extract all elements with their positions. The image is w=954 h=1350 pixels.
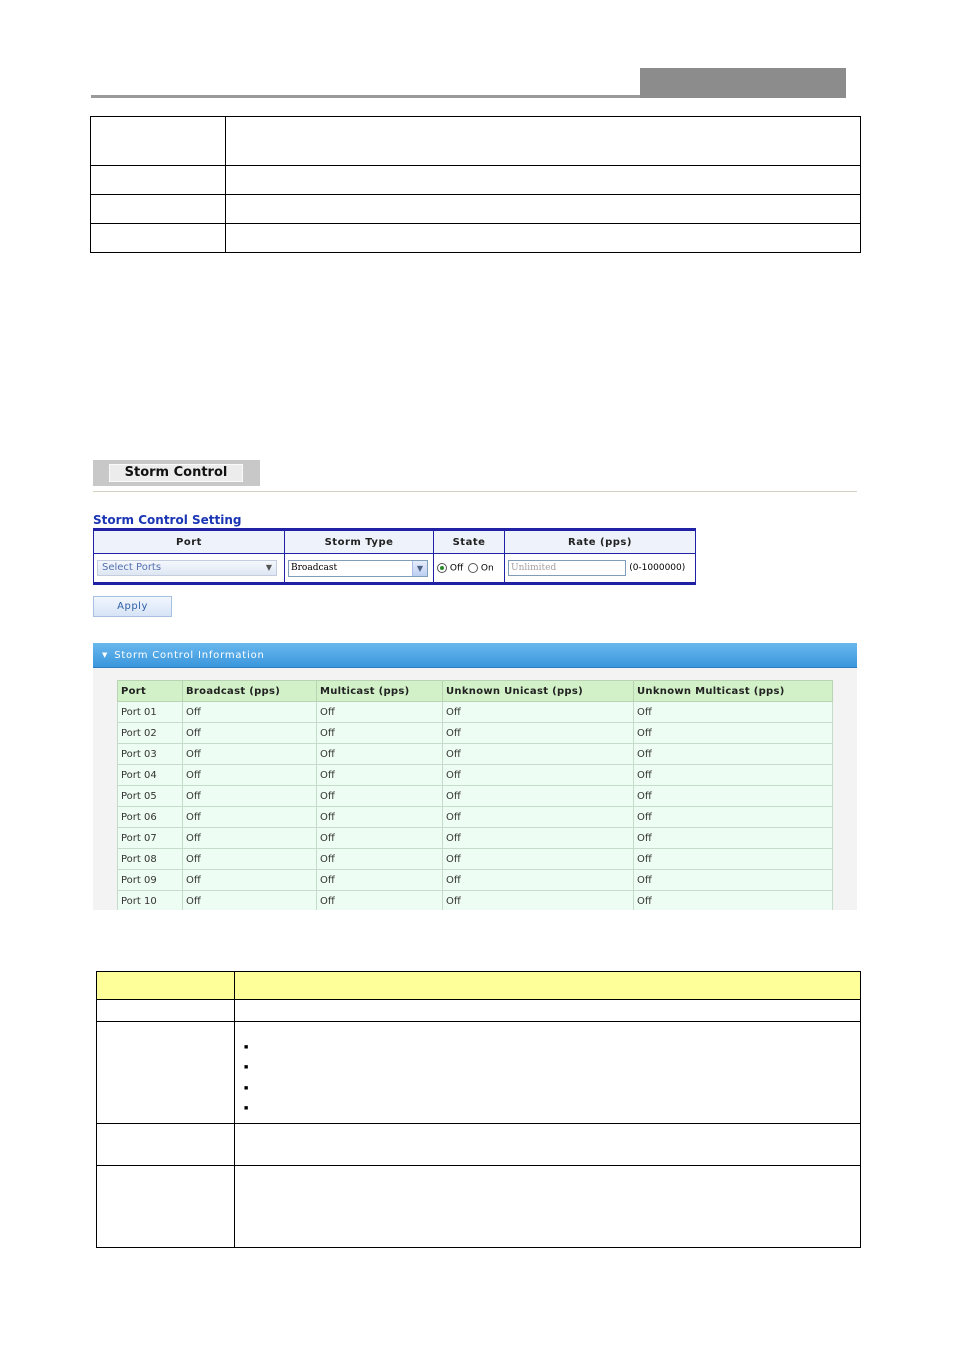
header-rule <box>91 95 640 98</box>
rate-value-cell: Off <box>634 744 833 765</box>
parameter-table <box>96 971 861 1248</box>
rate-value-cell: Off <box>634 849 833 870</box>
rate-value-cell: Off <box>634 870 833 891</box>
rate-value-cell: Off <box>634 723 833 744</box>
rate-value-cell: Off <box>183 828 317 849</box>
chevron-down-icon: ▼ <box>412 561 427 576</box>
bullet: ■ <box>244 1085 249 1092</box>
info-table <box>117 680 833 910</box>
rate-input[interactable]: Unlimited <box>508 560 626 576</box>
port-cell: Port 10 <box>118 891 183 911</box>
rate-value-cell: Off <box>183 891 317 911</box>
info-col-broadcast: Broadcast (pps) <box>183 681 317 702</box>
port-cell: Port 03 <box>118 744 183 765</box>
port-cell: Port 08 <box>118 849 183 870</box>
port-select-label: Select Ports <box>102 562 162 573</box>
rate-value-cell: Off <box>317 723 443 744</box>
col-rate: Rate (pps) <box>505 530 696 554</box>
rate-value-cell: Off <box>634 702 833 723</box>
state-on-radio[interactable] <box>468 563 478 573</box>
table-row <box>118 849 833 870</box>
port-cell: Port 06 <box>118 807 183 828</box>
rate-value-cell: Off <box>317 744 443 765</box>
rate-value-cell: Off <box>443 828 634 849</box>
rate-value-cell: Off <box>183 786 317 807</box>
port-cell: Port 07 <box>118 828 183 849</box>
state-cell <box>434 554 505 584</box>
state-off-label: Off <box>449 563 464 574</box>
port-cell: Port 02 <box>118 723 183 744</box>
info-col-port: Port <box>118 681 183 702</box>
bullet: ■ <box>244 1105 249 1112</box>
rate-value-cell: Off <box>317 807 443 828</box>
info-header[interactable] <box>93 643 857 668</box>
rate-value-cell: Off <box>634 828 833 849</box>
table-row <box>118 807 833 828</box>
rate-value-cell: Off <box>443 744 634 765</box>
rate-value-cell: Off <box>634 891 833 911</box>
bullet: ■ <box>244 1064 249 1071</box>
top-table <box>90 116 861 253</box>
table-row <box>118 702 833 723</box>
rate-value-cell: Off <box>183 723 317 744</box>
port-select[interactable] <box>97 560 277 576</box>
rate-value-cell: Off <box>443 765 634 786</box>
storm-type-value: Broadcast <box>291 562 338 573</box>
rate-value-cell: Off <box>443 723 634 744</box>
rate-value-cell: Off <box>443 891 634 911</box>
rate-value-cell: Off <box>183 765 317 786</box>
table-row <box>118 765 833 786</box>
rate-value-cell: Off <box>183 807 317 828</box>
setting-title: Storm Control Setting <box>93 513 242 527</box>
table-row <box>118 891 833 911</box>
rate-value-cell: Off <box>183 702 317 723</box>
rate-value-cell: Off <box>317 786 443 807</box>
rate-value-cell: Off <box>317 765 443 786</box>
info-title: Storm Control Information <box>114 650 265 661</box>
info-col-unknown-unicast: Unknown Unicast (pps) <box>443 681 634 702</box>
rate-value-cell: Off <box>443 870 634 891</box>
page-tab <box>93 460 260 486</box>
rate-value-cell: Off <box>443 807 634 828</box>
port-cell: Port 04 <box>118 765 183 786</box>
setting-table <box>93 528 696 585</box>
port-cell: Port 05 <box>118 786 183 807</box>
apply-button[interactable]: Apply <box>93 596 172 617</box>
info-panel <box>93 643 857 910</box>
port-cell: Port 01 <box>118 702 183 723</box>
rate-value-cell: Off <box>317 891 443 911</box>
storm-type-select[interactable] <box>288 560 428 577</box>
info-col-multicast: Multicast (pps) <box>317 681 443 702</box>
rate-cell <box>505 554 696 584</box>
col-state: State <box>434 530 505 554</box>
rate-value-cell: Off <box>634 786 833 807</box>
rate-value-cell: Off <box>443 702 634 723</box>
rate-value-cell: Off <box>443 786 634 807</box>
rate-value-cell: Off <box>443 849 634 870</box>
table-row <box>118 723 833 744</box>
table-row <box>118 786 833 807</box>
rate-value-cell: Off <box>317 828 443 849</box>
state-on-label: On <box>480 563 494 574</box>
rate-value-cell: Off <box>183 744 317 765</box>
col-storm-type: Storm Type <box>285 530 434 554</box>
col-port: Port <box>94 530 285 554</box>
table-row <box>118 870 833 891</box>
rate-value-cell: Off <box>634 807 833 828</box>
page-tab-label: Storm Control <box>109 464 243 482</box>
state-off-radio[interactable] <box>437 563 447 573</box>
page-divider <box>93 491 857 492</box>
chevron-down-icon: ▼ <box>265 563 272 572</box>
bullet: ■ <box>244 1044 249 1051</box>
rate-value-cell: Off <box>183 870 317 891</box>
rate-range: (0-1000000) <box>629 563 686 573</box>
rate-value-cell: Off <box>317 870 443 891</box>
table-row <box>118 828 833 849</box>
info-col-unknown-multicast: Unknown Multicast (pps) <box>634 681 833 702</box>
table-row <box>118 744 833 765</box>
port-cell <box>94 554 285 584</box>
rate-value-cell: Off <box>183 849 317 870</box>
rate-value-cell: Off <box>634 765 833 786</box>
rate-value-cell: Off <box>317 849 443 870</box>
header-block <box>640 68 846 98</box>
collapse-arrow-icon: ▼ <box>102 651 109 659</box>
port-cell: Port 09 <box>118 870 183 891</box>
storm-type-cell <box>285 554 434 584</box>
rate-value-cell: Off <box>317 702 443 723</box>
